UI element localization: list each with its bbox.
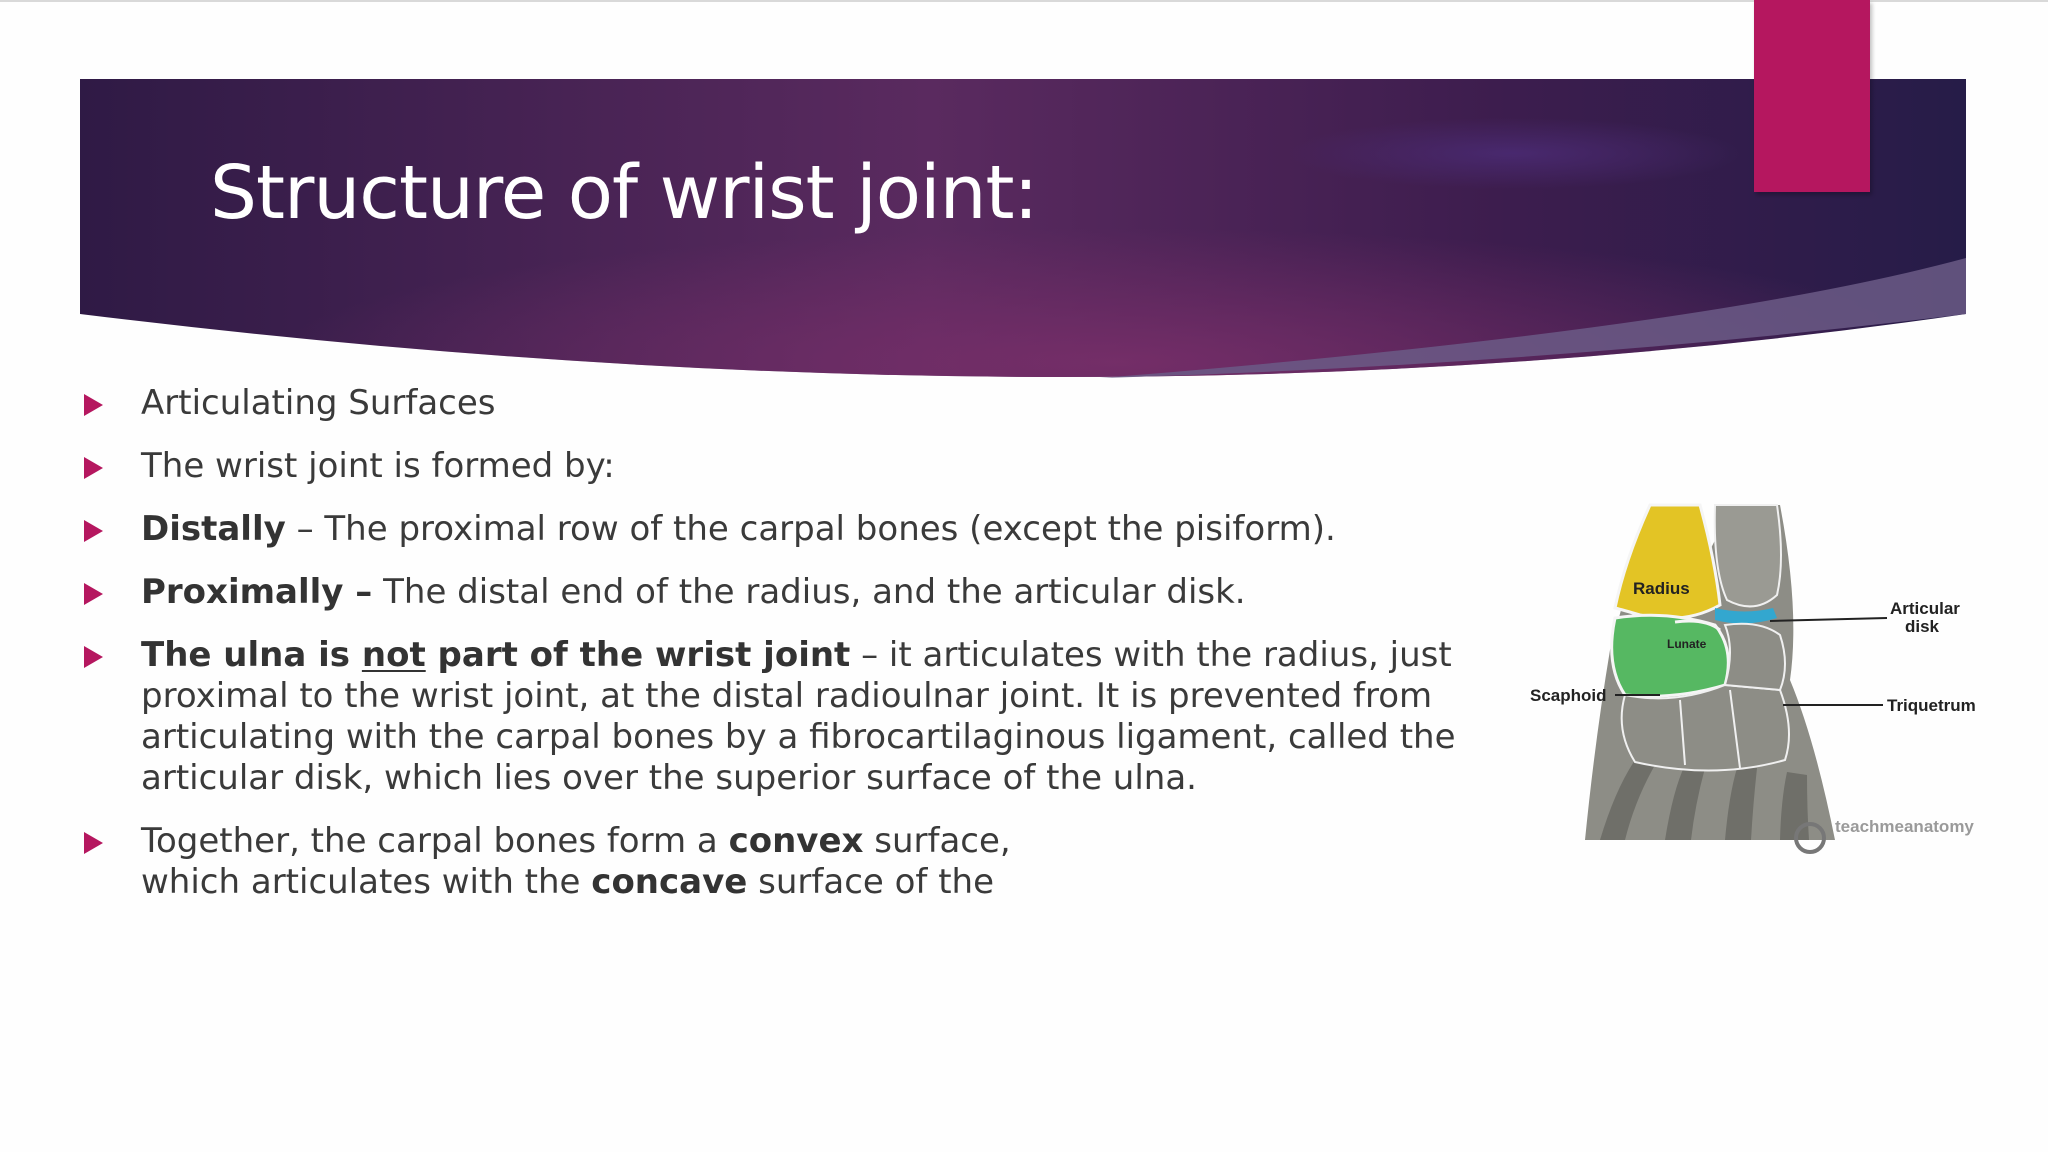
bullet-arrow-icon (84, 832, 103, 854)
label-scaphoid: Scaphoid (1530, 686, 1607, 705)
label-triquetrum: Triquetrum (1887, 696, 1976, 715)
bullet-bold-term: Distally (141, 509, 286, 549)
bullet-text: surface of the (747, 862, 994, 902)
bullet-item (80, 635, 1460, 799)
bullet-text: Articulating Surfaces (141, 383, 496, 423)
carpal-bones-green (1612, 615, 1729, 696)
bullet-arrow-icon (84, 520, 103, 542)
label-articular-disk-line2: disk (1905, 617, 1940, 636)
bullet-bold-part: The ulna is (141, 635, 362, 675)
bullet-bold-term: concave (591, 862, 748, 902)
bullet-text: surface, which articulates with the (141, 821, 1011, 902)
label-radius: Radius (1633, 579, 1690, 598)
triquetrum-bone (1725, 624, 1785, 690)
slide-title: Structure of wrist joint: (210, 150, 1038, 236)
ulna-bone (1715, 505, 1781, 606)
bullet-bold-term: Proximally – (141, 572, 373, 612)
label-lunate: Lunate (1667, 637, 1707, 651)
bullet-arrow-icon (84, 457, 103, 479)
bullet-text: The distal end of the radius, and the articular disk. (372, 572, 1246, 612)
bullet-text: Together, the carpal bones form a (141, 821, 729, 861)
bullet-item (80, 383, 1460, 424)
bullet-text: The wrist joint is formed by: (141, 446, 615, 486)
bullet-bold-part: part of the wrist joint (425, 635, 851, 675)
bullet-bold-term: convex (728, 821, 864, 861)
bullet-item (80, 509, 1460, 550)
bullet-list (80, 383, 1460, 925)
radius-bone (1615, 505, 1720, 618)
bullet-text: – The proximal row of the carpal bones (except the pisiform). (285, 509, 1336, 549)
bullet-item (80, 446, 1460, 487)
wrist-anatomy-figure (1515, 490, 2035, 870)
watermark-text: teachmeanatomy (1835, 817, 1974, 836)
distal-carpal-row (1622, 685, 1789, 771)
bullet-item (80, 572, 1460, 613)
bullet-arrow-icon (84, 583, 103, 605)
bullet-bold-term (141, 635, 850, 675)
bullet-underlined-word: not (361, 635, 426, 675)
bullet-arrow-icon (84, 394, 103, 416)
bullet-text: – it articulates with the radius, just proximal to the wrist joint, at the distal radioulnar joint. It is prevented from articulating with the carpal bones by a fibrocartilaginous ligament, called the articular disk, which lies over the superior surface of the ulna. (141, 635, 1456, 798)
bullet-arrow-icon (84, 646, 103, 668)
accent-tab (1754, 0, 1870, 192)
bullet-item (80, 821, 1460, 903)
label-articular-disk-line1: Articular (1890, 599, 1960, 618)
